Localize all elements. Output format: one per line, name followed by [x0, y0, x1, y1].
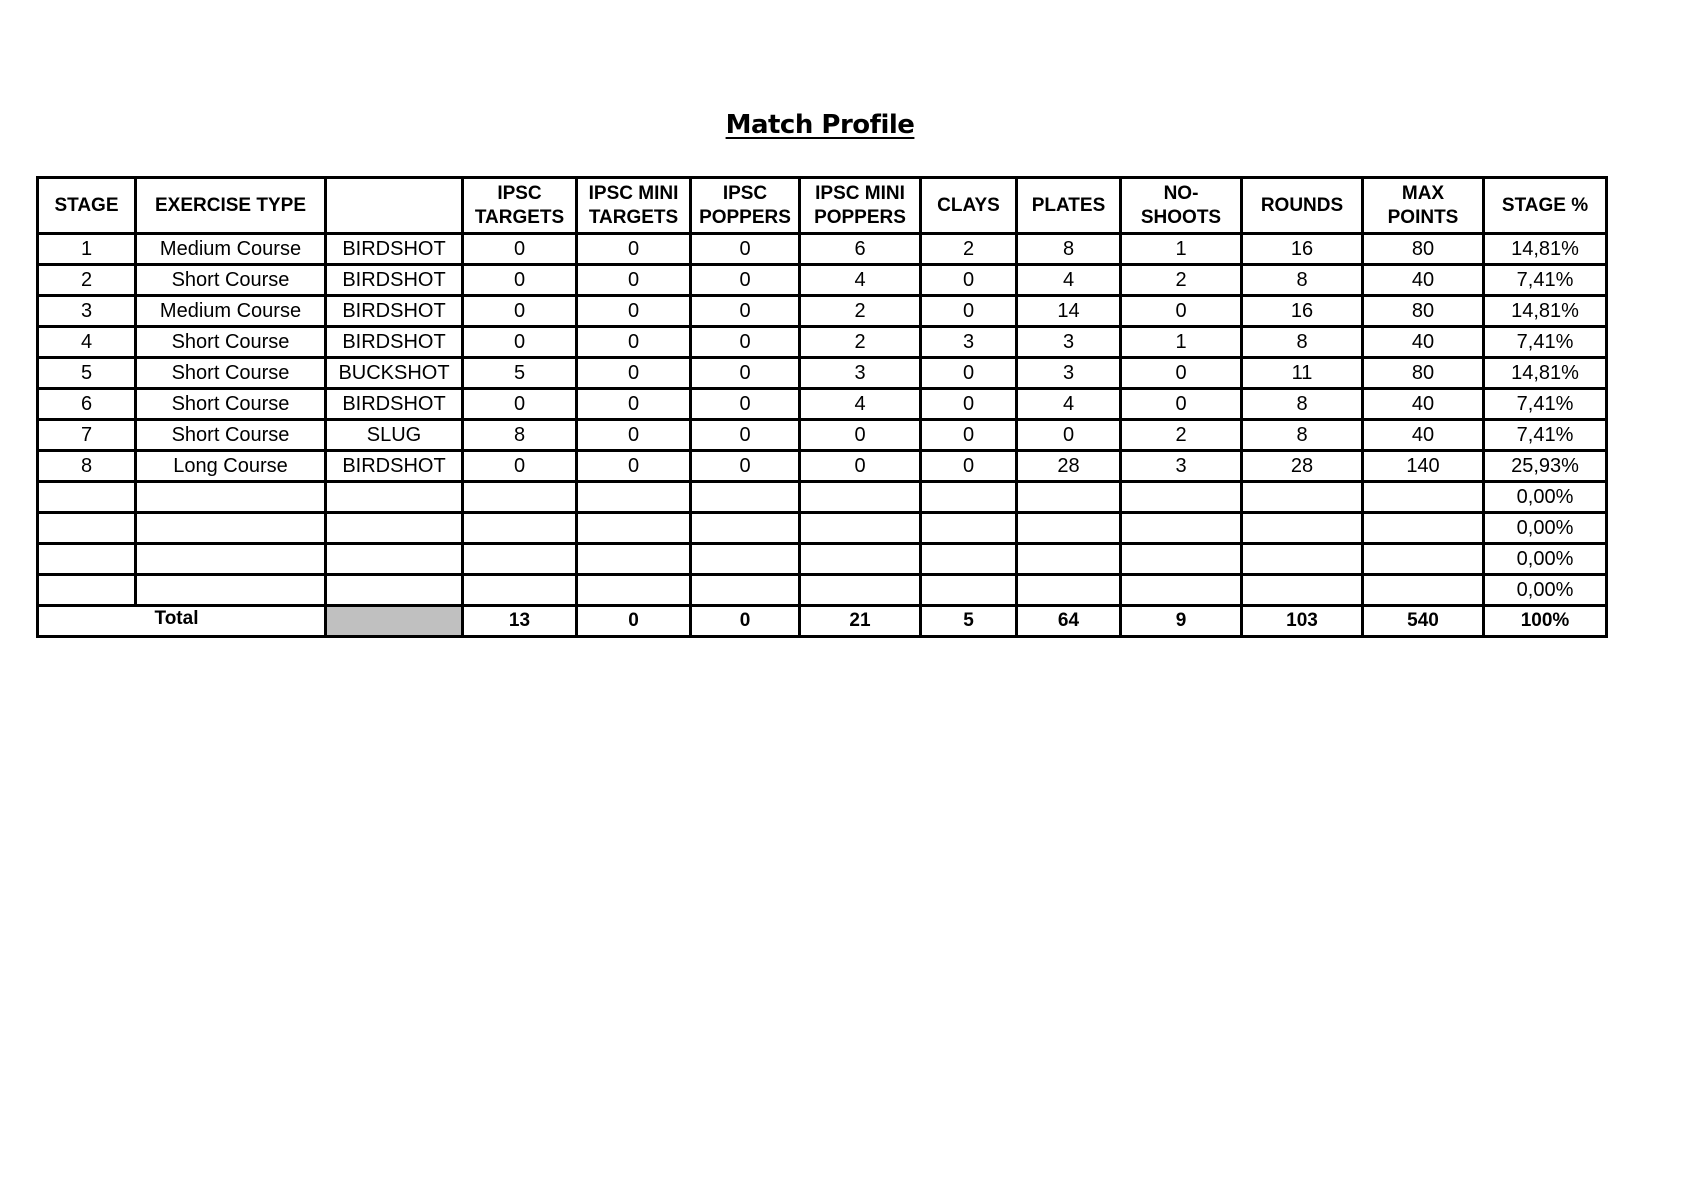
total-stage-pct: 100% [1484, 606, 1607, 637]
cell-plates: 28 [1017, 451, 1121, 482]
cell-stage: 6 [38, 389, 136, 420]
cell-ipsc-targets: 0 [463, 234, 577, 265]
page-title: Match Profile [725, 110, 915, 140]
cell-ipsc-mini-poppers: 2 [800, 296, 921, 327]
cell-max-points [1363, 544, 1484, 575]
cell-max-points: 80 [1363, 296, 1484, 327]
header-max-points: MAX POINTS [1363, 178, 1484, 234]
total-shaded-cell [326, 606, 463, 637]
header-row [38, 178, 1607, 234]
cell-stage [38, 575, 136, 606]
cell-ipsc-mini-poppers [800, 513, 921, 544]
total-label: Total [38, 606, 326, 637]
total-ipsc-mini-poppers: 21 [800, 606, 921, 637]
cell-clays: 0 [921, 296, 1017, 327]
cell-clays: 0 [921, 358, 1017, 389]
cell-ipsc-mini-targets: 0 [577, 358, 691, 389]
cell-ammo: BIRDSHOT [326, 389, 463, 420]
header-stage: STAGE [38, 178, 136, 234]
total-ipsc-targets: 13 [463, 606, 577, 637]
cell-ipsc-poppers [691, 575, 800, 606]
cell-ipsc-mini-poppers: 4 [800, 389, 921, 420]
table-row [38, 358, 1607, 389]
cell-clays: 0 [921, 389, 1017, 420]
cell-ipsc-mini-poppers: 3 [800, 358, 921, 389]
cell-no-shoots: 1 [1121, 327, 1242, 358]
header-ammo [326, 178, 463, 234]
cell-ammo [326, 482, 463, 513]
cell-ipsc-mini-poppers [800, 575, 921, 606]
cell-ipsc-mini-targets [577, 544, 691, 575]
table-row [38, 389, 1607, 420]
cell-stage-pct: 0,00% [1484, 575, 1607, 606]
cell-stage: 2 [38, 265, 136, 296]
header-ipsc-mini-poppers: IPSC MINI POPPERS [800, 178, 921, 234]
header-ipsc-mini-targets: IPSC MINI TARGETS [577, 178, 691, 234]
cell-ipsc-mini-targets [577, 513, 691, 544]
cell-ipsc-targets: 0 [463, 327, 577, 358]
cell-stage-pct: 0,00% [1484, 544, 1607, 575]
cell-rounds: 28 [1242, 451, 1363, 482]
cell-ammo: BIRDSHOT [326, 265, 463, 296]
cell-clays [921, 544, 1017, 575]
cell-stage: 4 [38, 327, 136, 358]
table-row [38, 296, 1607, 327]
cell-ipsc-mini-poppers: 0 [800, 420, 921, 451]
total-ipsc-mini-targets: 0 [577, 606, 691, 637]
cell-ipsc-poppers [691, 513, 800, 544]
header-stage-pct: STAGE % [1484, 178, 1607, 234]
cell-max-points: 80 [1363, 358, 1484, 389]
cell-max-points [1363, 513, 1484, 544]
cell-ipsc-poppers: 0 [691, 451, 800, 482]
cell-no-shoots: 0 [1121, 296, 1242, 327]
cell-no-shoots: 2 [1121, 265, 1242, 296]
cell-stage [38, 544, 136, 575]
cell-plates: 4 [1017, 265, 1121, 296]
cell-stage-pct: 0,00% [1484, 513, 1607, 544]
header-rounds: ROUNDS [1242, 178, 1363, 234]
cell-ammo: BIRDSHOT [326, 327, 463, 358]
cell-exercise-type [136, 482, 326, 513]
cell-clays: 0 [921, 265, 1017, 296]
cell-exercise-type: Short Course [136, 327, 326, 358]
cell-ipsc-mini-targets: 0 [577, 420, 691, 451]
total-rounds: 103 [1242, 606, 1363, 637]
cell-ammo: BIRDSHOT [326, 234, 463, 265]
cell-stage: 7 [38, 420, 136, 451]
cell-max-points: 40 [1363, 327, 1484, 358]
cell-ipsc-targets: 0 [463, 451, 577, 482]
cell-exercise-type: Short Course [136, 420, 326, 451]
cell-ipsc-mini-targets: 0 [577, 389, 691, 420]
cell-plates [1017, 544, 1121, 575]
cell-rounds: 8 [1242, 389, 1363, 420]
cell-ammo: BIRDSHOT [326, 296, 463, 327]
cell-ipsc-poppers [691, 544, 800, 575]
cell-ipsc-targets [463, 482, 577, 513]
cell-rounds: 8 [1242, 420, 1363, 451]
cell-rounds: 8 [1242, 327, 1363, 358]
cell-plates [1017, 513, 1121, 544]
table-row [38, 420, 1607, 451]
cell-ipsc-poppers: 0 [691, 420, 800, 451]
cell-clays: 0 [921, 420, 1017, 451]
cell-rounds [1242, 544, 1363, 575]
cell-no-shoots: 1 [1121, 234, 1242, 265]
cell-stage-pct: 14,81% [1484, 358, 1607, 389]
cell-plates: 14 [1017, 296, 1121, 327]
cell-ipsc-mini-poppers: 4 [800, 265, 921, 296]
cell-max-points: 80 [1363, 234, 1484, 265]
cell-exercise-type: Medium Course [136, 296, 326, 327]
cell-rounds [1242, 513, 1363, 544]
cell-ammo: BIRDSHOT [326, 451, 463, 482]
table-row [38, 327, 1607, 358]
cell-max-points: 40 [1363, 265, 1484, 296]
cell-no-shoots: 0 [1121, 389, 1242, 420]
match-profile-table [36, 176, 1608, 638]
cell-plates: 0 [1017, 420, 1121, 451]
cell-stage: 3 [38, 296, 136, 327]
total-ipsc-poppers: 0 [691, 606, 800, 637]
cell-clays: 3 [921, 327, 1017, 358]
cell-ammo: BUCKSHOT [326, 358, 463, 389]
cell-ipsc-poppers: 0 [691, 234, 800, 265]
cell-plates [1017, 575, 1121, 606]
header-plates: PLATES [1017, 178, 1121, 234]
cell-clays: 0 [921, 451, 1017, 482]
cell-exercise-type [136, 575, 326, 606]
cell-exercise-type: Short Course [136, 358, 326, 389]
cell-stage-pct: 7,41% [1484, 327, 1607, 358]
cell-ipsc-targets: 5 [463, 358, 577, 389]
cell-no-shoots: 0 [1121, 358, 1242, 389]
total-no-shoots: 9 [1121, 606, 1242, 637]
header-clays: CLAYS [921, 178, 1017, 234]
cell-max-points: 40 [1363, 420, 1484, 451]
cell-exercise-type: Short Course [136, 265, 326, 296]
cell-stage-pct: 0,00% [1484, 482, 1607, 513]
cell-clays: 2 [921, 234, 1017, 265]
cell-ipsc-mini-targets: 0 [577, 327, 691, 358]
cell-rounds [1242, 482, 1363, 513]
total-clays: 5 [921, 606, 1017, 637]
header-ipsc-targets: IPSC TARGETS [463, 178, 577, 234]
table-row [38, 575, 1607, 606]
cell-max-points: 140 [1363, 451, 1484, 482]
cell-ipsc-targets: 0 [463, 265, 577, 296]
header-exercise-type: EXERCISE TYPE [136, 178, 326, 234]
cell-clays [921, 513, 1017, 544]
cell-ipsc-targets: 0 [463, 296, 577, 327]
cell-exercise-type: Short Course [136, 389, 326, 420]
cell-stage [38, 513, 136, 544]
cell-clays [921, 575, 1017, 606]
cell-stage-pct: 7,41% [1484, 420, 1607, 451]
cell-stage: 5 [38, 358, 136, 389]
cell-ipsc-poppers: 0 [691, 327, 800, 358]
cell-plates: 3 [1017, 327, 1121, 358]
cell-ammo [326, 513, 463, 544]
cell-no-shoots [1121, 482, 1242, 513]
cell-ipsc-poppers: 0 [691, 296, 800, 327]
cell-stage-pct: 14,81% [1484, 296, 1607, 327]
cell-plates: 3 [1017, 358, 1121, 389]
cell-ipsc-mini-targets [577, 575, 691, 606]
table-row [38, 265, 1607, 296]
cell-ipsc-poppers [691, 482, 800, 513]
cell-no-shoots: 3 [1121, 451, 1242, 482]
cell-stage-pct: 7,41% [1484, 265, 1607, 296]
cell-plates: 4 [1017, 389, 1121, 420]
cell-ipsc-targets: 8 [463, 420, 577, 451]
cell-stage-pct: 25,93% [1484, 451, 1607, 482]
cell-ipsc-mini-targets: 0 [577, 451, 691, 482]
table-row [38, 234, 1607, 265]
cell-plates: 8 [1017, 234, 1121, 265]
cell-exercise-type: Medium Course [136, 234, 326, 265]
cell-exercise-type [136, 513, 326, 544]
cell-ipsc-targets [463, 575, 577, 606]
cell-ipsc-targets: 0 [463, 389, 577, 420]
cell-no-shoots: 2 [1121, 420, 1242, 451]
cell-plates [1017, 482, 1121, 513]
cell-max-points [1363, 575, 1484, 606]
total-plates: 64 [1017, 606, 1121, 637]
cell-stage: 1 [38, 234, 136, 265]
cell-ipsc-mini-targets: 0 [577, 265, 691, 296]
cell-rounds: 16 [1242, 234, 1363, 265]
cell-max-points: 40 [1363, 389, 1484, 420]
cell-max-points [1363, 482, 1484, 513]
total-row [38, 606, 1607, 637]
cell-ipsc-targets [463, 544, 577, 575]
cell-ipsc-mini-poppers: 0 [800, 451, 921, 482]
cell-rounds: 16 [1242, 296, 1363, 327]
cell-exercise-type [136, 544, 326, 575]
cell-ammo [326, 575, 463, 606]
cell-no-shoots [1121, 575, 1242, 606]
cell-ipsc-poppers: 0 [691, 389, 800, 420]
total-max-points: 540 [1363, 606, 1484, 637]
cell-ipsc-mini-poppers [800, 482, 921, 513]
cell-rounds [1242, 575, 1363, 606]
cell-rounds: 11 [1242, 358, 1363, 389]
cell-ipsc-mini-poppers [800, 544, 921, 575]
cell-stage [38, 482, 136, 513]
cell-clays [921, 482, 1017, 513]
cell-stage-pct: 7,41% [1484, 389, 1607, 420]
cell-no-shoots [1121, 544, 1242, 575]
cell-exercise-type: Long Course [136, 451, 326, 482]
cell-stage: 8 [38, 451, 136, 482]
table-row [38, 544, 1607, 575]
cell-ipsc-mini-targets: 0 [577, 234, 691, 265]
cell-ipsc-mini-poppers: 6 [800, 234, 921, 265]
header-no-shoots: NO- SHOOTS [1121, 178, 1242, 234]
cell-ipsc-poppers: 0 [691, 265, 800, 296]
cell-stage-pct: 14,81% [1484, 234, 1607, 265]
cell-ipsc-mini-targets [577, 482, 691, 513]
cell-ipsc-poppers: 0 [691, 358, 800, 389]
table-row [38, 451, 1607, 482]
table-row [38, 482, 1607, 513]
cell-rounds: 8 [1242, 265, 1363, 296]
cell-ammo [326, 544, 463, 575]
cell-ipsc-mini-targets: 0 [577, 296, 691, 327]
cell-no-shoots [1121, 513, 1242, 544]
cell-ipsc-targets [463, 513, 577, 544]
table-row [38, 513, 1607, 544]
cell-ammo: SLUG [326, 420, 463, 451]
cell-ipsc-mini-poppers: 2 [800, 327, 921, 358]
header-ipsc-poppers: IPSC POPPERS [691, 178, 800, 234]
